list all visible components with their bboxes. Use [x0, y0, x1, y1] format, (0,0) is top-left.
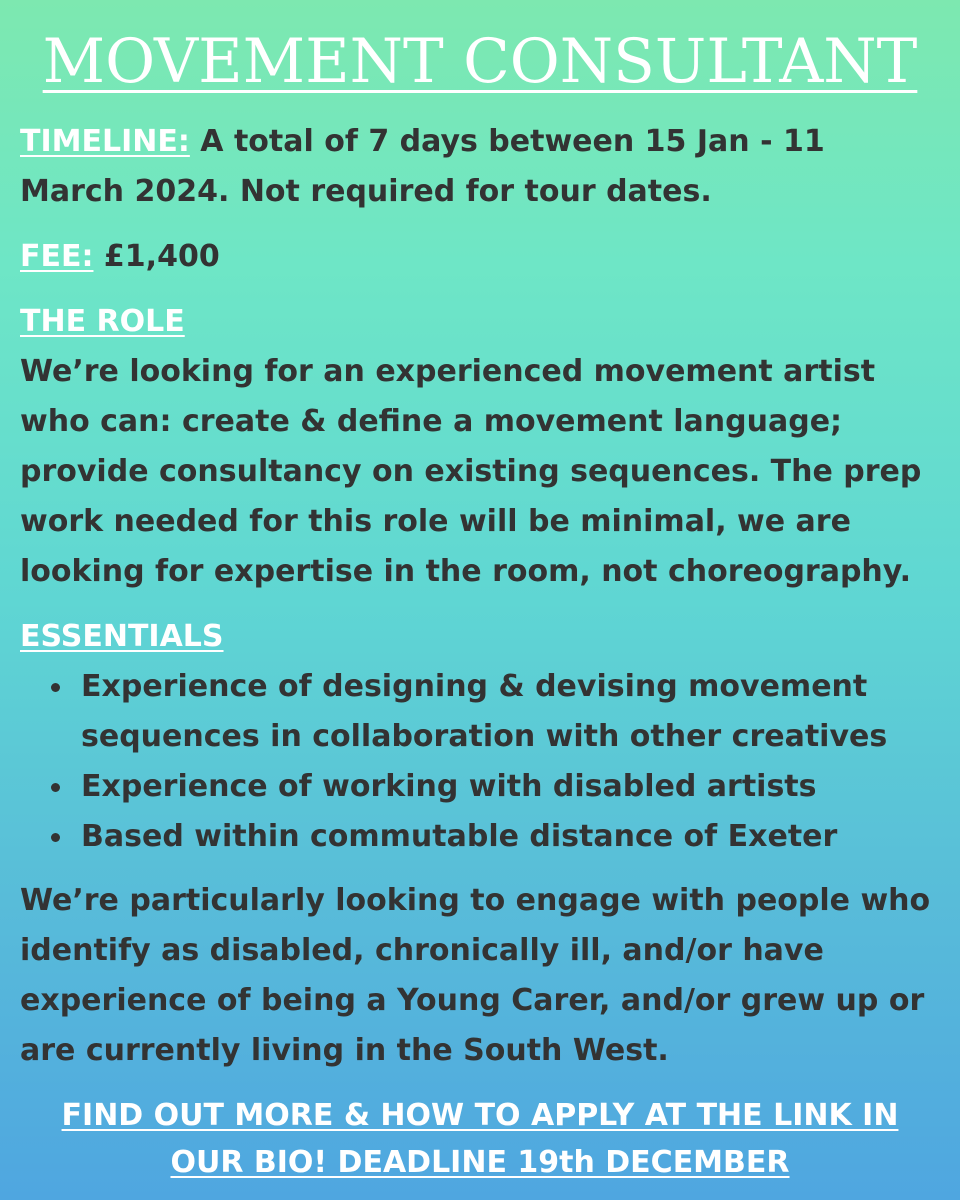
timeline-text-2: March 2024. Not required for tour dates.	[20, 174, 712, 209]
engagement-section	[20, 876, 945, 1076]
essentials-section	[20, 612, 945, 862]
essentials-item: Based within commutable distance of Exeter	[20, 812, 945, 862]
timeline-label: TIMELINE:	[20, 124, 190, 159]
role-line: We’re looking for an experienced movement artist	[20, 354, 876, 389]
essentials-list	[20, 662, 945, 862]
engagement-line: experience of being a Young Carer, and/or grew up or	[20, 983, 925, 1018]
role-line: provide consultancy on existing sequences. The prep	[20, 454, 922, 489]
engagement-line: are currently living in the South West.	[20, 1033, 669, 1068]
role-label: THE ROLE	[20, 304, 185, 339]
fee-label: FEE:	[20, 239, 94, 274]
role-section	[20, 297, 945, 597]
cta-line-2: OUR BIO! DEADLINE 19th DECEMBER	[170, 1145, 790, 1180]
poster-title: MOVEMENT CONSULTANT	[42, 26, 918, 97]
essentials-item: Experience of working with disabled artists	[20, 762, 945, 812]
engagement-line: We’re particularly looking to engage with people who	[20, 883, 931, 918]
timeline-line-1	[20, 117, 945, 167]
essentials-item: Experience of designing & devising movement sequences in collaboration with other creatives	[20, 662, 945, 762]
role-line: who can: create & define a movement language;	[20, 404, 843, 439]
role-line: looking for expertise in the room, not choreography.	[20, 554, 911, 589]
essentials-label: ESSENTIALS	[20, 619, 224, 654]
cta-line-1: FIND OUT MORE & HOW TO APPLY AT THE LINK IN	[61, 1098, 899, 1133]
timeline-section	[20, 117, 945, 217]
role-line: work needed for this role will be minimal, we are	[20, 504, 851, 539]
apply-call-to-action	[0, 1092, 960, 1186]
timeline-text-1: A total of 7 days between 15 Jan - 11	[189, 124, 825, 159]
engagement-line: identify as disabled, chronically ill, and/or have	[20, 933, 824, 968]
fee-section	[20, 232, 945, 282]
fee-value: £1,400	[93, 239, 220, 274]
